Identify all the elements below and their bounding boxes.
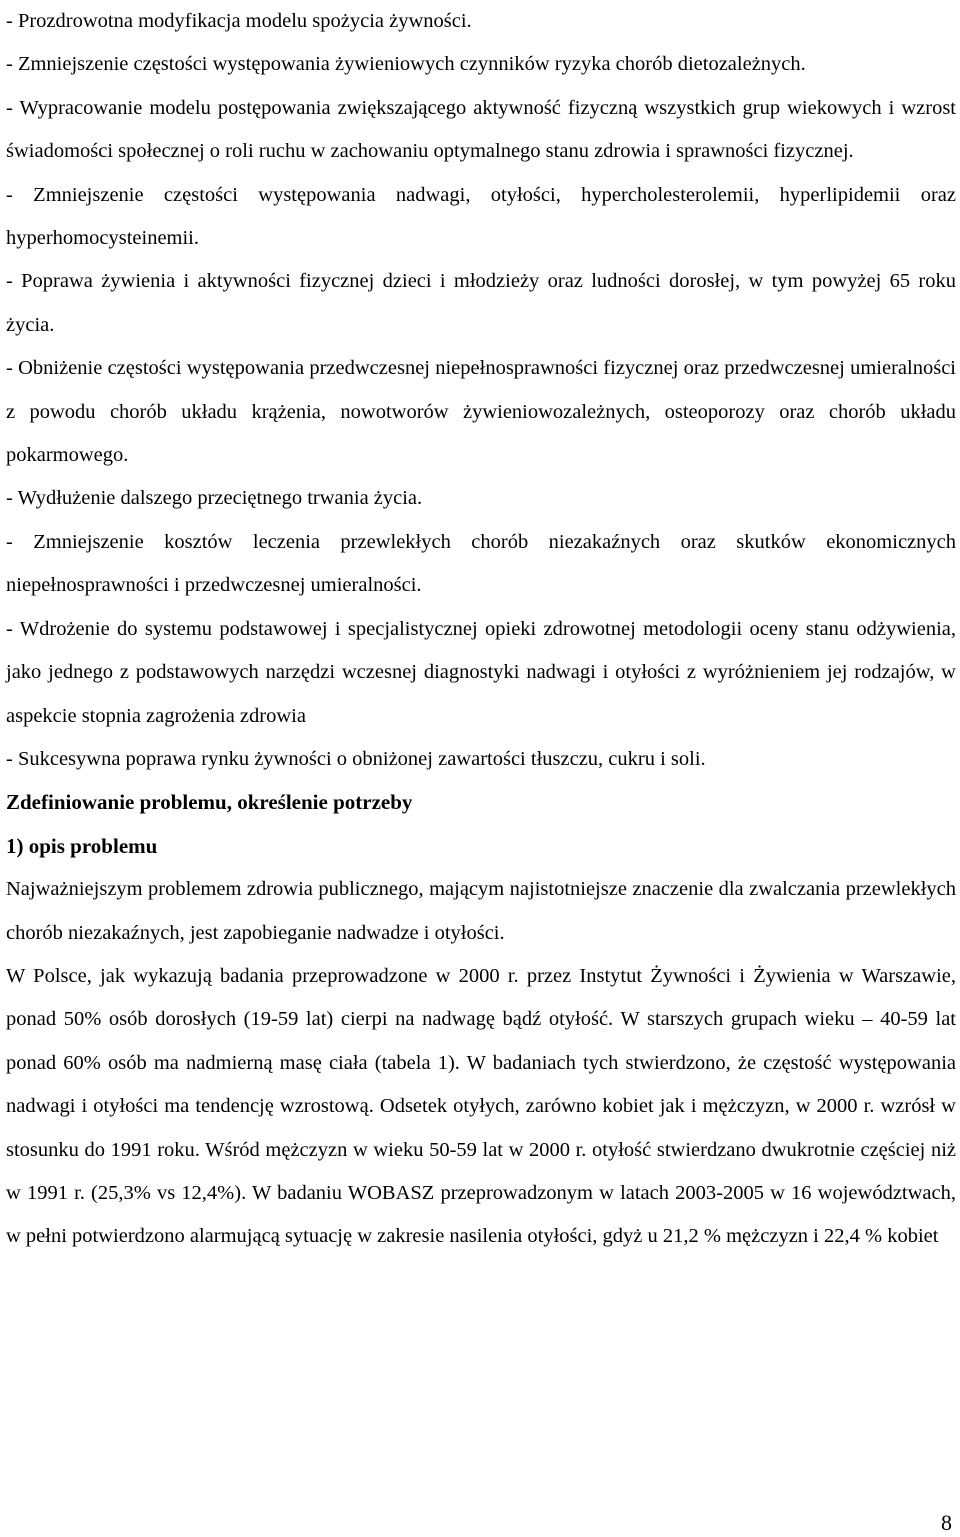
body-paragraph: Najważniejszym problemem zdrowia publicznego, mającym najistotniejsze znaczenie dla zwalczania przewlekłych chorób niezakaźnych, jest zapobieganie nadwadze i otyłości. <box>6 878 956 944</box>
bullet-item: - Poprawa żywienia i aktywności fizycznej dzieci i młodzieży oraz ludności dorosłej, w tym powyżej 65 roku życia. <box>6 270 956 336</box>
section-heading: Zdefiniowanie problemu, określenie potrzeby <box>6 790 413 815</box>
bullet-item: - Obniżenie częstości występowania przedwczesnej niepełnosprawności fizycznej oraz przedwczesnej umieralności z powodu chorób układu krążenia, nowotworów żywieniowozależnych, osteoporozy oraz chorób układu pokarmowego. <box>6 357 956 467</box>
bullet-item: - Zmniejszenie kosztów leczenia przewlekłych chorób niezakaźnych oraz skutków ekonomicznych niepełnosprawności i przedwczesnej umieralności. <box>6 530 956 597</box>
body-paragraph: W Polsce, jak wykazują badania przeprowadzone w 2000 r. przez Instytut Żywności i Żywienia w Warszawie, ponad 50% osób dorosłych (19-59 lat) cierpi na nadwagę bądź otyłość. W starszych grupach wieku – 40-59 lat ponad 60% osób ma nadmierną masę ciała (tabela 1). W badaniach tych stwierdzono, że częstość występowania nadwagi i otyłości ma tendencję wzrostową. Odsetek otyłych, zarówno kobiet jak i mężczyzn, w 2000 r. wzrósł w stosunku do 1991 roku. Wśród mężczyzn w wieku 50-59 lat w 2000 r. otyłość stwierdzano dwukrotnie częściej niż w 1991 r. (25,3% vs 12,4%). W badaniu WOBASZ przeprowadzonym w latach 2003-2005 w 16 województwach, w pełni potwierdzono alarmującą sytuację w zakresie nasilenia otyłości, gdyż u 21,2 % mężczyzn i 22,4 % kobiet <box>6 964 956 1248</box>
bullet-item: - Zmniejszenie częstości występowania żywieniowych czynników ryzyka chorób dietozależnych. <box>6 53 806 76</box>
document-page <box>6 0 956 1259</box>
bullet-item: - Sukcesywna poprawa rynku żywności o obniżonej zawartości tłuszczu, cukru i soli. <box>6 747 706 770</box>
bullet-item: - Wdrożenie do systemu podstawowej i specjalistycznej opieki zdrowotnej metodologii oceny stanu odżywienia, jako jednego z podstawowych narzędzi wczesnej diagnostyki nadwagi i otyłości z wyróżnieniem jej rodzajów, w aspekcie stopnia zagrożenia zdrowia <box>6 617 956 727</box>
bullet-item: - Wypracowanie modelu postępowania zwiększającego aktywność fizyczną wszystkich grup wiekowych i wzrost świadomości społecznej o roli ruchu w zachowaniu optymalnego stanu zdrowia i sprawności fizycznej. <box>6 96 956 163</box>
page-number: 8 <box>941 1510 952 1535</box>
bullet-item: - Wydłużenie dalszego przeciętnego trwania życia. <box>6 487 423 510</box>
bullet-item: - Prozdrowotna modyfikacja modelu spożycia żywności. <box>6 10 472 32</box>
subsection-heading: 1) opis problemu <box>6 833 158 858</box>
bullet-item: - Zmniejszenie częstości występowania nadwagi, otyłości, hypercholesterolemii, hyperlipidemii oraz hyperhomocysteinemii. <box>6 183 956 250</box>
